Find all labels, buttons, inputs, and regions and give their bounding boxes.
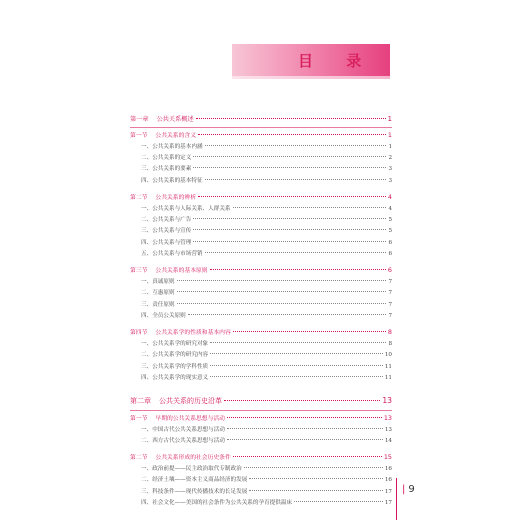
title-banner-shadow <box>232 76 390 79</box>
toc-item[interactable] <box>130 288 392 299</box>
item-title: 一、真诚原则 <box>141 278 175 285</box>
toc-item[interactable] <box>130 249 392 260</box>
toc-item[interactable] <box>130 204 392 215</box>
chapter-label: 第二章 <box>130 397 151 406</box>
item-page: 11 <box>384 375 392 381</box>
item-page: 14 <box>384 437 392 444</box>
chapter-page: 13 <box>382 396 392 406</box>
item-title: 二、西方古代公共关系思想与活动 <box>141 437 225 444</box>
item-title: 一、公共关系与人际关系、人群关系 <box>141 205 231 212</box>
item-page: 10 <box>384 352 392 359</box>
leader-dots <box>294 501 383 502</box>
section-label: 第四节 <box>130 330 148 337</box>
item-title: 一、中国古代公共关系思想与活动 <box>141 426 225 433</box>
table-of-contents <box>130 114 392 509</box>
leader-dots <box>193 156 386 157</box>
item-title: 三、公共关系的要素 <box>141 166 192 173</box>
item-page: 3 <box>388 166 392 173</box>
item-page: 8 <box>388 340 392 347</box>
divider <box>130 410 392 411</box>
leader-dots <box>249 490 383 491</box>
item-title: 四、公共关系与管理 <box>141 239 192 246</box>
item-page: 13 <box>384 426 392 433</box>
toc-item[interactable] <box>130 339 392 350</box>
leader-dots <box>227 439 383 440</box>
leader-dots <box>210 353 383 354</box>
toc-item[interactable] <box>130 425 392 436</box>
chapter-page: 1 <box>387 115 392 123</box>
item-title: 四、公共关系的基本特征 <box>141 177 203 184</box>
item-page: 1 <box>388 143 392 150</box>
toc-item[interactable] <box>130 373 392 384</box>
leader-dots <box>193 218 386 219</box>
item-page: 11 <box>384 363 392 370</box>
divider <box>130 127 392 128</box>
leader-dots <box>233 207 387 208</box>
section-label: 第二节 <box>130 195 148 202</box>
toc-item[interactable] <box>130 487 392 498</box>
item-page: 16 <box>384 465 392 472</box>
leader-dots <box>205 145 387 146</box>
item-page: 5 <box>388 216 392 223</box>
toc-item[interactable] <box>130 436 392 447</box>
leader-dots <box>205 252 387 253</box>
leader-dots <box>244 467 383 468</box>
leader-dots <box>249 478 383 479</box>
section-title: 公共关系学的性质和基本内容 <box>155 330 231 337</box>
leader-dots <box>196 118 386 119</box>
leader-dots <box>227 417 382 418</box>
toc-item[interactable] <box>130 464 392 475</box>
item-page: 6 <box>388 239 392 246</box>
toc-item[interactable] <box>130 277 392 288</box>
section-title: 公共关系形成的社会历史条件 <box>155 455 231 462</box>
toc-item[interactable] <box>130 238 392 249</box>
toc-chapter-1[interactable] <box>130 114 392 125</box>
item-title: 五、公共关系与市场营销 <box>141 251 203 258</box>
section-label: 第一节 <box>130 133 148 140</box>
section-label: 第一节 <box>130 416 148 423</box>
toc-item[interactable] <box>130 311 392 322</box>
item-title: 二、互惠原则 <box>141 290 175 297</box>
item-title: 二、公共关系与广告 <box>141 216 192 223</box>
leader-dots <box>177 303 387 304</box>
toc-title: 目 录 <box>298 51 376 70</box>
leader-dots <box>210 269 386 270</box>
leader-dots <box>210 365 383 366</box>
item-page: 7 <box>388 301 392 308</box>
leader-dots <box>198 196 386 197</box>
item-page: 6 <box>388 251 392 258</box>
item-title: 一、公共关系的基本内涵 <box>141 143 203 150</box>
leader-dots <box>188 314 387 315</box>
section-page: 8 <box>387 328 392 337</box>
item-page: 4 <box>388 205 392 212</box>
leader-dots <box>177 280 387 281</box>
item-title: 二、经济土壤——资本主义商品经济的发展 <box>141 477 248 484</box>
leader-dots <box>205 179 387 180</box>
item-page: 17 <box>384 499 392 506</box>
section-title: 公共关系的基本原则 <box>155 268 208 275</box>
chapter-title: 公共关系概述 <box>156 116 194 123</box>
item-title: 三、公共关系学的学科性质 <box>141 363 209 370</box>
toc-item[interactable] <box>130 153 392 164</box>
leader-dots <box>210 342 386 343</box>
leader-dots <box>227 428 383 429</box>
leader-dots <box>233 331 386 332</box>
toc-item[interactable] <box>130 362 392 373</box>
leader-dots <box>177 291 387 292</box>
item-title: 一、政治前提——民主政治取代专制政治 <box>141 465 242 472</box>
section-page: 1 <box>387 131 392 140</box>
leader-dots <box>193 241 386 242</box>
section-title: 早期的公共关系思想与活动 <box>155 416 225 423</box>
leader-dots <box>224 400 380 401</box>
item-title: 一、公共关系学的研究对象 <box>141 340 209 347</box>
item-title: 四、全员公关原则 <box>141 313 186 320</box>
toc-item[interactable] <box>130 475 392 486</box>
section-label: 第三节 <box>130 268 148 275</box>
section-title: 公共关系的辨析 <box>155 195 196 202</box>
page-number-divider: | <box>402 484 406 495</box>
chapter-label: 第一章 <box>130 116 149 123</box>
toc-section[interactable] <box>130 452 392 463</box>
toc-item[interactable] <box>130 300 392 311</box>
toc-section[interactable] <box>130 327 392 338</box>
toc-item[interactable] <box>130 164 392 175</box>
toc-section[interactable] <box>130 265 392 276</box>
page-number <box>402 484 415 495</box>
toc-section[interactable] <box>130 413 392 424</box>
toc-item[interactable] <box>130 498 392 509</box>
item-title: 四、社会文化——美国的社会条件为公共关系的孕育提供温床 <box>141 499 293 506</box>
section-page: 6 <box>387 266 392 275</box>
chapter-title: 公共关系的历史沿革 <box>159 397 222 406</box>
section-label: 第二节 <box>130 455 148 462</box>
leader-dots <box>210 376 383 377</box>
toc-item[interactable] <box>130 215 392 226</box>
item-title: 三、公共关系与宣传 <box>141 228 192 235</box>
toc-title-banner <box>232 44 390 76</box>
page-number-value: 9 <box>408 484 415 495</box>
toc-item[interactable] <box>130 176 392 187</box>
section-title: 公共关系的含义 <box>155 133 196 140</box>
section-page: 13 <box>383 414 392 423</box>
section-page: 15 <box>383 453 392 462</box>
leader-dots <box>193 229 386 230</box>
toc-item[interactable] <box>130 350 392 361</box>
leader-dots <box>193 167 386 168</box>
section-page: 4 <box>387 193 392 202</box>
item-page: 7 <box>388 278 392 285</box>
item-page: 5 <box>388 228 392 235</box>
item-page: 17 <box>384 488 392 495</box>
leader-dots <box>233 456 382 457</box>
item-page: 3 <box>388 177 392 184</box>
item-page: 7 <box>388 290 392 297</box>
toc-item[interactable] <box>130 142 392 153</box>
toc-item[interactable] <box>130 226 392 237</box>
item-page: 2 <box>388 154 392 161</box>
leader-dots <box>198 134 386 135</box>
item-title: 三、科技条件——现代传播技术的长足发展 <box>141 488 248 495</box>
item-page: 16 <box>384 477 392 484</box>
toc-chapter-2[interactable] <box>130 394 392 408</box>
item-title: 三、责任原则 <box>141 301 175 308</box>
item-title: 二、公共关系的定义 <box>141 154 192 161</box>
item-title: 四、公共关系学的现实意义 <box>141 375 209 381</box>
item-page: 7 <box>388 313 392 320</box>
item-title: 二、公共关系学的研究内容 <box>141 352 209 359</box>
toc-section[interactable] <box>130 130 392 141</box>
toc-section[interactable] <box>130 192 392 203</box>
